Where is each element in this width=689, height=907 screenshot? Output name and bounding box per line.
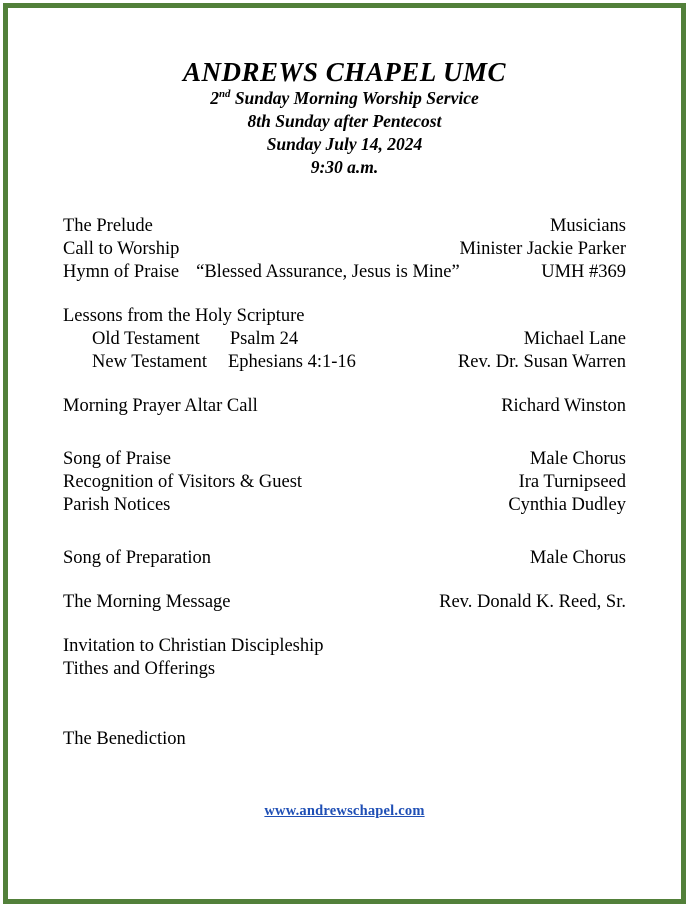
service-ordinal-number: 2 (210, 88, 219, 109)
service-row-song-of-preparation (63, 549, 626, 572)
order-of-service-list (63, 217, 626, 753)
service-item-label: Song of Preparation (63, 547, 211, 568)
service-row-old-testament (63, 330, 626, 353)
service-item-label: Tithes and Offerings (63, 658, 216, 679)
service-row-call-to-worship (63, 240, 626, 263)
service-row-song-of-praise (63, 450, 626, 473)
service-item-person: Richard Winston (501, 395, 626, 416)
lessons-heading-label: Lessons from the Holy Scripture (63, 305, 305, 326)
bulletin-header (63, 0, 626, 180)
spacer (63, 286, 626, 307)
service-description-text: Sunday Morning Worship Service (230, 88, 479, 109)
service-item-person: Male Chorus (529, 448, 626, 469)
service-item-label: Parish Notices (63, 494, 171, 515)
service-row-tithes-and-offerings (63, 660, 626, 683)
service-item-label: New Testament (92, 351, 207, 372)
service-row-benediction (63, 730, 626, 753)
service-item-label: The Benediction (63, 728, 186, 749)
service-row-recognition-of-visitors (63, 473, 626, 496)
service-item-label: Recognition of Visitors & Guest (63, 471, 303, 492)
service-row-parish-notices (63, 496, 626, 519)
service-item-label: Call to Worship (63, 238, 180, 259)
service-item-person: Rev. Dr. Susan Warren (457, 351, 626, 372)
service-item-person: Ira Turnipseed (518, 471, 626, 492)
service-row-altar-call (63, 397, 626, 420)
service-row-hymn-of-praise (63, 263, 626, 286)
church-name-title: ANDREWS CHAPEL UMC (182, 57, 507, 87)
spacer (63, 572, 626, 593)
service-item-person: Minister Jackie Parker (459, 238, 626, 259)
service-row-morning-message (63, 593, 626, 616)
service-item-label: Old Testament (92, 328, 200, 349)
service-item-label: The Prelude (63, 215, 153, 236)
service-row-new-testament (63, 353, 626, 376)
service-item-person: Male Chorus (529, 547, 626, 568)
spacer (63, 519, 626, 549)
spacer (63, 420, 626, 450)
service-date-line: Sunday July 14, 2024 (266, 134, 423, 155)
service-row-lessons-heading (63, 307, 626, 330)
service-description-line (63, 87, 626, 110)
liturgical-day-line: 8th Sunday after Pentecost (247, 111, 442, 132)
service-item-label: Invitation to Christian Discipleship (63, 635, 324, 656)
service-item-person: Rev. Donald K. Reed, Sr. (439, 591, 626, 612)
spacer (63, 616, 626, 637)
service-item-person: Cynthia Dudley (508, 494, 626, 515)
service-item-person: Musicians (549, 215, 626, 236)
hymnal-number: UMH #369 (541, 261, 626, 282)
scripture-reference: Psalm 24 (229, 328, 299, 349)
service-item-label: Morning Prayer Altar Call (63, 395, 258, 416)
service-time-line: 9:30 a.m. (310, 157, 379, 178)
service-row-prelude (63, 217, 626, 240)
hymn-title: “Blessed Assurance, Jesus is Mine” (196, 261, 460, 282)
service-item-person: Michael Lane (523, 328, 626, 349)
service-item-label: Song of Praise (63, 448, 171, 469)
service-row-invitation (63, 637, 626, 660)
spacer (63, 376, 626, 397)
scripture-reference: Ephesians 4:1-16 (227, 351, 356, 372)
service-item-label: The Morning Message (63, 591, 231, 612)
service-ordinal-suffix: nd (218, 88, 231, 101)
church-website-link[interactable]: www.andrewschapel.com (264, 802, 425, 819)
spacer (63, 683, 626, 730)
bulletin-footer (63, 802, 626, 820)
service-item-label: Hymn of Praise (63, 261, 180, 282)
